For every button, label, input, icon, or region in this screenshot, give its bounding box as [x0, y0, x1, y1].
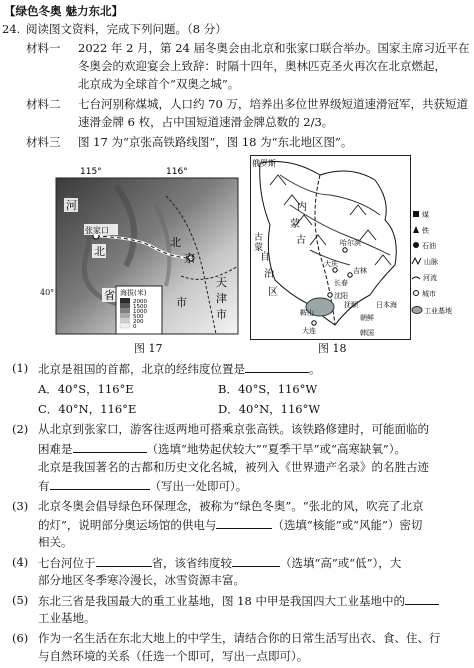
- map-label: 蒙: [290, 219, 300, 230]
- map-label: 蒙: [254, 243, 264, 253]
- country-label: 韩国: [360, 329, 374, 337]
- map-legend: [412, 210, 452, 315]
- question-instruction: 阅读图文资料，完成下列问题。（8 分）: [26, 22, 227, 36]
- subquestion-text: 有 （写出一处即可）。: [38, 479, 248, 493]
- map-label: 古: [296, 235, 306, 246]
- city-label: 抚顺: [344, 301, 358, 309]
- figure-17-caption: 图 17: [134, 342, 163, 355]
- material-text: 冬奥会的欢迎宴会上致辞：时隔十四年，奥林匹克圣火再次在北京燃起，: [78, 59, 446, 73]
- subquestion-text: 七台河位于 省，该省纬度较 （选填“高”或“低”），大: [38, 556, 402, 570]
- legend-title: 海拔(米): [120, 289, 147, 297]
- map-label-zhangjiakou: 张家口: [85, 226, 109, 235]
- map-label: 河: [66, 199, 77, 212]
- legend-value: 2000: [133, 299, 147, 305]
- subquestion-number: (3): [12, 499, 29, 513]
- map-label: 市: [176, 296, 187, 309]
- legend-value: 0: [133, 324, 137, 330]
- answer-blank[interactable]: [50, 478, 150, 490]
- subquestion-text: 北京是祖国的首都，北京的经纬度位置是 。: [38, 362, 321, 376]
- city-label: 大庆: [324, 260, 338, 268]
- map-label: 津: [216, 292, 227, 305]
- map-label: 北: [94, 245, 105, 258]
- subquestion-text: 北京冬奥会倡导绿色环保理念，被称为“绿色冬奥”。“张北的风，吹亮了北京: [38, 499, 424, 513]
- subquestion-number: (2): [12, 422, 29, 436]
- subquestion-text: 困难是 （选填“地势起伏较大”“夏季干旱”或“高寒缺氧”）。: [38, 442, 407, 456]
- map-label: 北: [170, 236, 181, 249]
- option-c[interactable]: C．40°N，116°E: [38, 402, 137, 416]
- map-label: 天: [216, 276, 227, 289]
- figure-18-caption: 图 18: [318, 342, 347, 355]
- sea-label: 日本海: [376, 301, 397, 309]
- map-label: 京: [184, 252, 195, 265]
- legend-value: 200: [133, 319, 144, 325]
- city-label: 长春: [334, 279, 348, 287]
- subquestion-text: 从北京到张家口，游客往返两地可搭乘京张高铁。该铁路修建时，可能面临的: [38, 422, 429, 436]
- map-label: 市: [216, 308, 227, 321]
- legend-value: 500: [133, 314, 144, 320]
- material-text: 北京成为全球首个“双奥之城”。: [78, 77, 240, 91]
- subquestion-text: 东北三省是我国最大的重工业基地，图 18 中甲是我国四大工业基地中的: [38, 593, 439, 608]
- answer-blank[interactable]: [232, 555, 280, 567]
- material-text: 2022 年 2 月，第 24 届冬奥会由北京和张家口联合举办。国家主席习近平在: [78, 41, 470, 55]
- map-label: 省: [104, 289, 115, 302]
- city-label: 大连: [302, 327, 316, 335]
- subquestion-number: (4): [12, 555, 29, 569]
- option-d[interactable]: D．40°N，116°W: [218, 402, 321, 416]
- subquestion-text: 工业基地。: [38, 611, 96, 625]
- answer-blank[interactable]: [245, 361, 309, 373]
- question-number: 24.: [2, 22, 21, 36]
- subquestion-text: 部分地区冬季寒冷漫长，冰雪资源丰富。: [38, 573, 245, 587]
- map-label: 古: [254, 233, 264, 243]
- answer-blank[interactable]: [96, 555, 152, 567]
- subquestion-text: 的灯”，说明部分奥运场馆的供电与 （选填“核能”或“风能”）密切: [38, 518, 423, 532]
- material-text: 七台河别称煤城，人口约 70 万，培养出多位世界级短道速滑冠军，共获短道: [78, 97, 468, 111]
- section-header: 【绿色冬奥 魅力东北】: [4, 4, 124, 18]
- city-label: 鞍山: [300, 309, 314, 317]
- legend-item: 河流: [423, 274, 437, 282]
- subquestion-text: 北京是我国著名的古都和历史文化名城，被列入《世界遗产名录》的名胜古迹: [38, 460, 429, 474]
- option-a[interactable]: A．40°S，116°E: [38, 382, 134, 396]
- answer-blank[interactable]: [405, 593, 439, 605]
- subquestion-text: 与自然环境的关系（任选一个即可，写出一点即可）。: [38, 649, 309, 663]
- material-label: 材料一: [26, 41, 61, 55]
- subquestion-text: 相关。: [38, 535, 73, 549]
- map-label: 俄罗斯: [252, 159, 276, 168]
- answer-blank[interactable]: [73, 441, 147, 453]
- option-b[interactable]: B．40°S，116°W: [218, 382, 318, 396]
- legend-item: 城市: [422, 290, 436, 298]
- answer-blank[interactable]: [216, 517, 272, 529]
- subquestion-number: (5): [12, 593, 29, 607]
- map-label: 自: [260, 252, 270, 263]
- subquestion-number: (6): [12, 631, 29, 645]
- legend-item: 工业基地: [424, 307, 452, 315]
- material-text: 速滑金牌 6 枚，占中国短道速滑金牌总数的 2/3。: [78, 115, 334, 129]
- country-label: 朝鲜: [360, 314, 374, 322]
- elevation-legend: [116, 286, 162, 334]
- latitude-label: 40°: [40, 288, 55, 297]
- legend-item: 铁: [422, 227, 429, 235]
- city-label: 沈阳: [334, 292, 348, 300]
- figure-18-map: [250, 155, 452, 340]
- legend-item: 煤: [422, 211, 429, 219]
- material-label: 材料二: [26, 97, 61, 111]
- city-label: 哈尔滨: [340, 239, 361, 247]
- material-text: 图 17 为“京张高铁路线图”，图 18 为“东北地区图”。: [78, 135, 353, 149]
- material-label: 材料三: [26, 135, 61, 149]
- figure-17-map: [56, 166, 242, 336]
- map-label: 内: [297, 202, 307, 213]
- legend-item: 石油: [422, 242, 436, 250]
- subquestion-text: 作为一名生活在东北大地上的中学生，请结合你的日常生活写出衣、食、住、行: [38, 631, 441, 645]
- subquestion-number: (1): [12, 361, 29, 375]
- legend-value: 1000: [133, 309, 147, 315]
- map-label: 治: [264, 269, 274, 280]
- legend-item: 山脉: [424, 258, 438, 266]
- legend-value: 1500: [133, 304, 147, 310]
- map-label: 区: [268, 287, 278, 298]
- longitude-label: 116°: [166, 167, 188, 177]
- city-label: 吉林: [353, 267, 367, 275]
- longitude-label: 115°: [80, 167, 102, 177]
